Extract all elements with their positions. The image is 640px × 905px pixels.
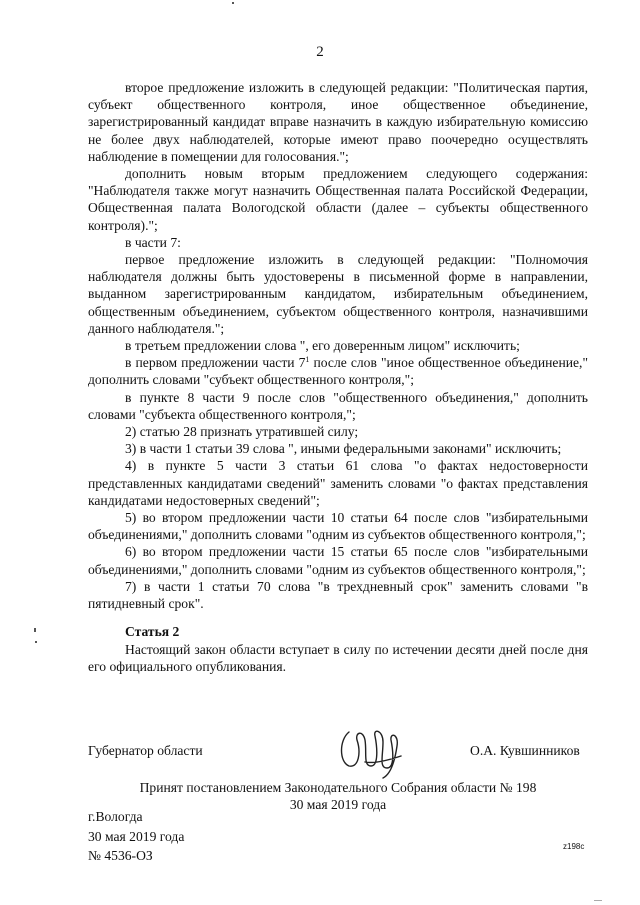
signatory-name: О.А. Кувшинников [470, 743, 580, 758]
document-code: z198c [563, 842, 585, 851]
superscript: 1 [305, 355, 310, 365]
paragraph: в третьем предложении слова ", его доверенным лицом" исключить; [125, 338, 520, 354]
paragraph: 2) статью 28 признать утратившей силу; [125, 424, 359, 440]
scan-speck [34, 628, 36, 632]
law-number: № 4536-ОЗ [88, 848, 153, 863]
scan-speck [35, 641, 37, 643]
adoption-line: Принят постановлением Законодательного Собрания области № 198 [139, 780, 537, 795]
signatory-position: Губернатор области [88, 743, 203, 758]
document-body [88, 79, 588, 675]
paragraph: 3) в части 1 статьи 39 слова ", иными федеральными законами" исключить; [125, 441, 562, 457]
scan-speck [594, 900, 602, 901]
paragraph-text: в первом предложении части 7 [125, 355, 306, 371]
adoption-date: 30 мая 2019 года [289, 797, 387, 813]
paragraph: 5) во втором предложении части 10 статьи 64 после слов "избирательными объединениями," дополнить словами "одним из субъектов общественного контроля,"; [88, 510, 588, 543]
law-date: 30 мая 2019 года [88, 828, 185, 844]
document-meta [88, 807, 184, 866]
city: г.Вологда [88, 809, 143, 824]
paragraph: дополнить новым вторым предложением следующего содержания: "Наблюдателя также могут назначить Общественная палата Российской Федерации, Общественная палата Вологодской области (далее – субъекты общественного контроля)."; [88, 166, 588, 233]
handwritten-signature [335, 722, 415, 780]
article-title: Статья 2 [125, 624, 180, 640]
paragraph: 4) в пункте 5 части 3 статьи 61 слова "о фактах недостоверности представленных кандидатами сведений" заменить словами "о фактах представления кандидатами недостоверных сведений"; [88, 458, 588, 508]
paragraph: в части 7: [125, 234, 181, 250]
scan-speck [232, 2, 234, 4]
paragraph: в пункте 8 части 9 после слов "общественного объединения," дополнить словами "субъекта общественного контроля,"; [88, 389, 588, 422]
article-text: Настоящий закон области вступает в силу по истечении десяти дней после дня его официального опубликования. [88, 641, 588, 674]
page-number: 2 [316, 44, 324, 60]
paragraph-text: после слов "иное общественное объединение," дополнить словами "субъект общественного контроля,"; [88, 355, 588, 388]
paragraph [88, 354, 588, 388]
paragraph: 6) во втором предложении части 15 статьи 65 после слов "избирательными объединениями," дополнить словами "одним из субъектов общественного контроля,"; [88, 544, 588, 577]
paragraph: первое предложение изложить в следующей редакции: "Полномочия наблюдателя должны быть удостоверены в письменной форме в направлении, выданном зарегистрированным кандидатом, избирательным объединением, общественным объединением, субъектом общественного контроля, назначившими данного наблюдателя."; [88, 252, 588, 336]
paragraph: второе предложение изложить в следующей редакции: "Политическая партия, субъект общественного контроля, иное общественное объединение, зарегистрированный кандидат вправе назначить в каждую избирательную комиссию не более двух наблюдателей, которые имеют право поочередно осуществлять наблюдение в помещении для голосования."; [88, 80, 588, 164]
paragraph: 7) в части 1 статьи 70 слова "в трехдневный срок" заменить словами "в пятидневный срок". [88, 578, 588, 612]
